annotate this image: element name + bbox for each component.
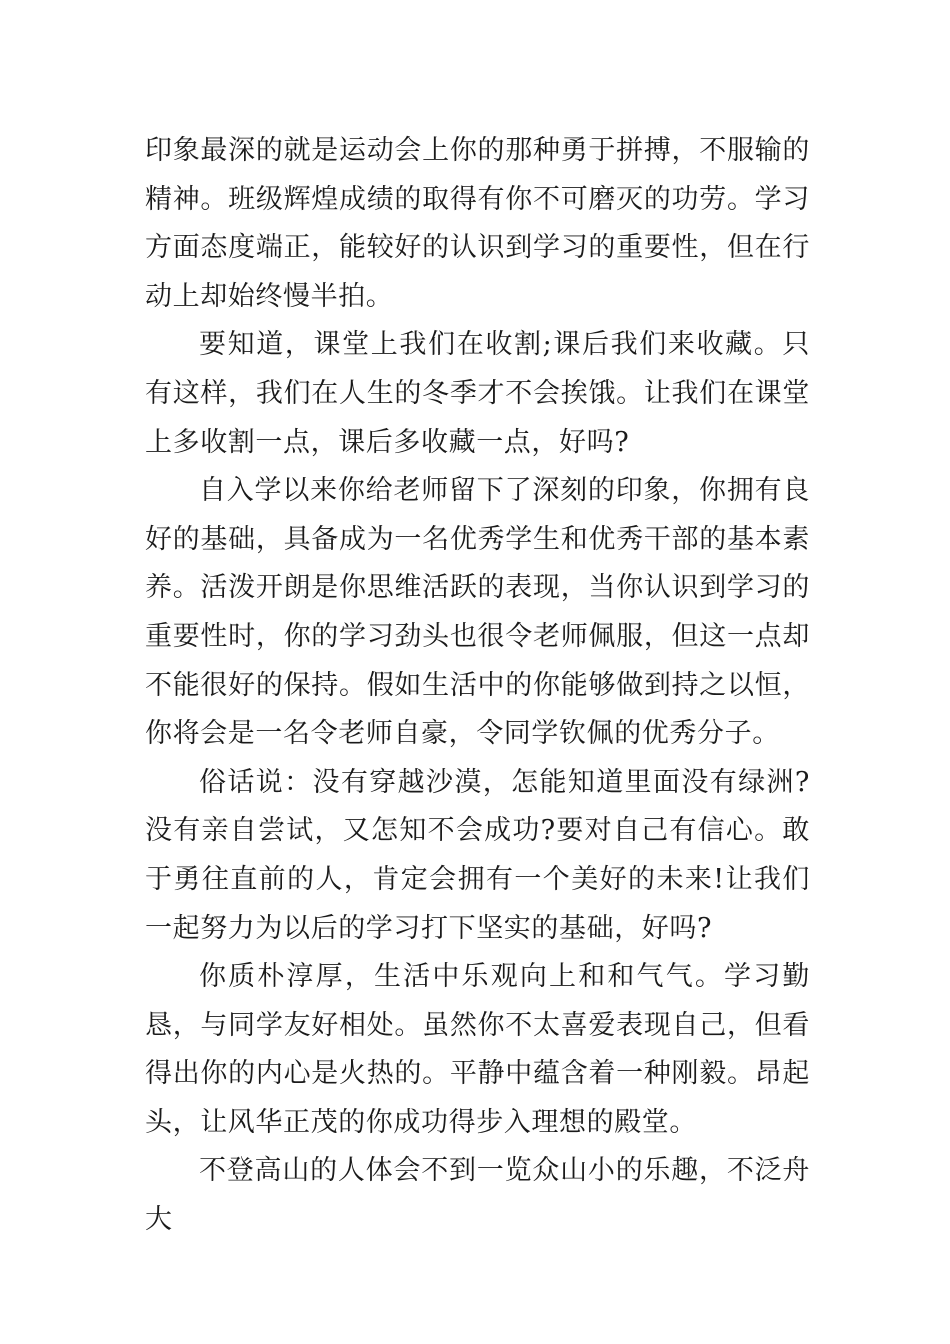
paragraph-1: 印象最深的就是运动会上你的那种勇于拼搏，不服输的精神。班级辉煌成绩的取得有你不可磨灭的功劳。学习方面态度端正，能较好的认识到学习的重要性，但在行动上却始终慢半拍。 [145, 135, 810, 312]
paragraph-4: 俗话说：没有穿越沙漠，怎能知道里面没有绿洲?没有亲自尝试，又怎知不会成功?要对自己有信心。敢于勇往直前的人，肯定会拥有一个美好的未来!让我们一起努力为以后的学习打下坚实的基础，好吗? [145, 766, 810, 944]
paragraph-2: 要知道，课堂上我们在收割;课后我们来收藏。只有这样，我们在人生的冬季才不会挨饿。让我们在课堂上多收割一点，课后多收藏一点，好吗? [145, 329, 810, 458]
paragraph-5: 你质朴淳厚，生活中乐观向上和和气气。学习勤恳，与同学友好相处。虽然你不太喜爱表现自己，但看得出你的内心是火热的。平静中蕴含着一种刚毅。昂起头，让风华正茂的你成功得步入理想的殿堂。 [145, 961, 810, 1138]
paragraph-6: 不登高山的人体会不到一览众山小的乐趣，不泛舟大 [145, 1155, 810, 1236]
paragraph-3: 自入学以来你给老师留下了深刻的印象，你拥有良好的基础，具备成为一名优秀学生和优秀干部的基本素养。活泼开朗是你思维活跃的表现，当你认识到学习的重要性时，你的学习劲头也很令老师佩服，但这一点却不能很好的保持。假如生活中的你能够做到持之以恒，你将会是一名令老师自豪，令同学钦佩的优秀分子。 [145, 475, 810, 750]
document-body [145, 127, 810, 1245]
